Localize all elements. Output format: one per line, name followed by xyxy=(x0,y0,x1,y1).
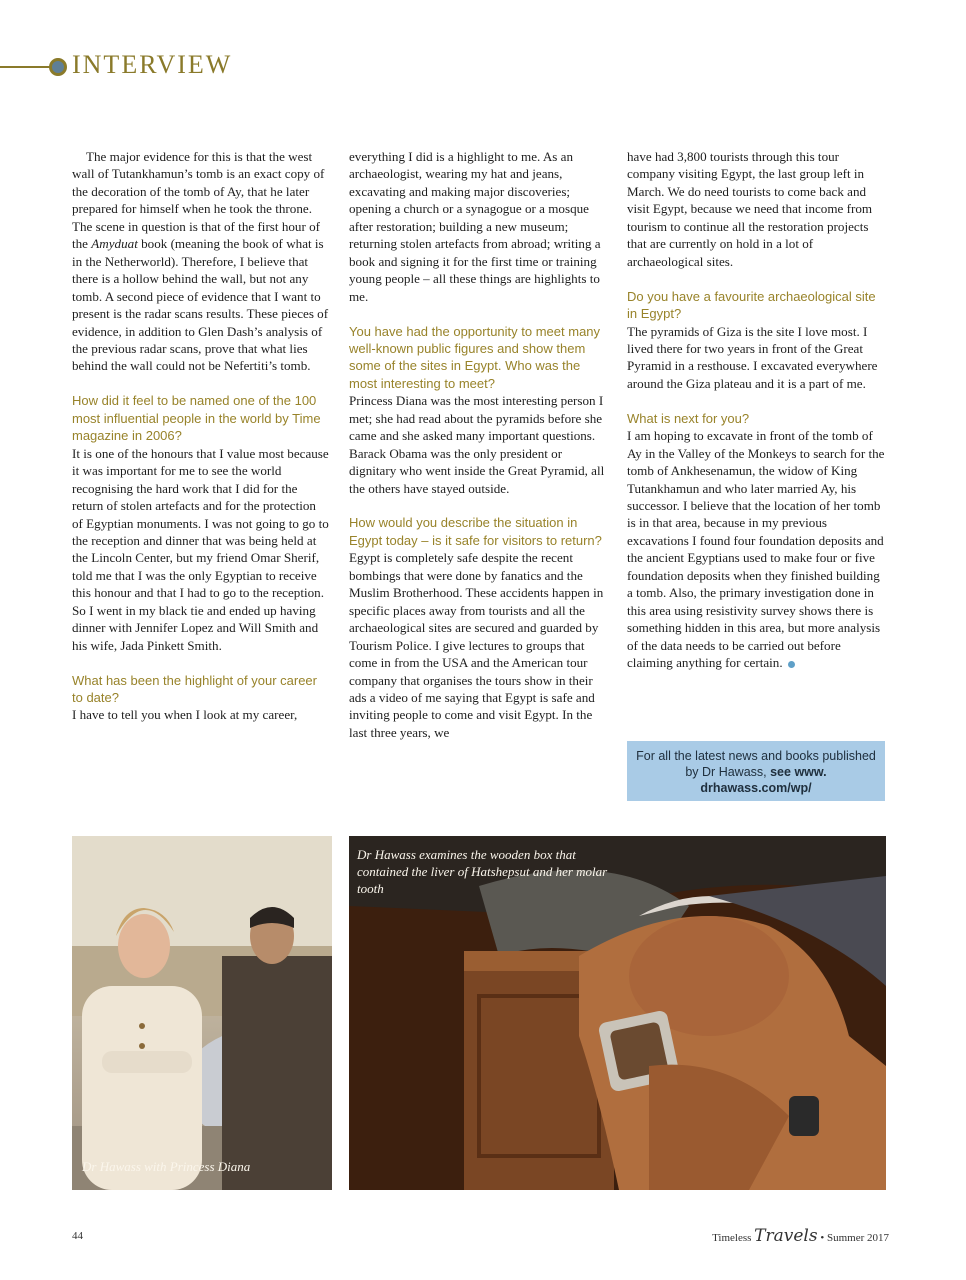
info-box-text: For all the latest news and books published by Dr Hawass, xyxy=(636,749,876,779)
question-egypt-safety: How would you describe the situation in Egypt today – is it safe for visitors to return? xyxy=(349,515,602,548)
article-column-2 xyxy=(349,148,607,741)
info-box xyxy=(627,741,885,801)
book-title: Amyduat xyxy=(91,236,138,252)
article-column-1 xyxy=(72,148,330,724)
paragraph-text: book (meaning the book of what is in the Netherworld). Therefore, I believe that there is a hollow behind the wall, but not any tomb. A second piece of evidence that I want to present is the radar scans results. These pieces of evidence, in addition to Glen Dash’s analysis of the previous radar scans, prove that what lies behind the wall could not be Nefertiti’s tomb. xyxy=(72,236,329,374)
paragraph-text: I am hoping to excavate in front of the tomb of Ay in the Valley of the Monkeys to search for the tomb of Ankhesenamun, the widow of King Tutankhamun and who later married Ay, his successor. I believe that the location of her tomb is in that area, because in my previous excavations I found four foundation deposits and the ancient Egyptians used to make four or five foundation deposits when they finished building a tomb. Also, the primary investigation done in this area using resistivity survey shows there is something hidden in this area, but more analysis of the data needs to be carried out before claiming anything for certain. xyxy=(627,428,885,671)
end-of-article-icon xyxy=(788,661,795,668)
magazine-footer xyxy=(712,1226,889,1246)
header-rule xyxy=(0,66,50,68)
answer-next xyxy=(627,427,885,671)
answer-time-magazine: It is one of the honours that I value most because it was important for me to see the world recognising the hard work that I did for the return of stolen artefacts and for the protection of Egyptian monuments. I was not going to go to the reception and dinner that was being held at the Lincoln Center, but my friend Omar Sherif, told me that I was the only Egyptian to receive this honour and that I had to go to the reception. So I went in my black tie and ended up having dinner with Jennifer Lopez and Will Smith and his wife, Jada Pinkett Smith. xyxy=(72,445,329,653)
section-label: INTERVIEW xyxy=(72,50,233,79)
photo-wooden-box xyxy=(349,836,886,1190)
paragraph-evidence xyxy=(72,148,330,375)
magazine-logo-script: Travels xyxy=(754,1226,818,1246)
photo-diana-illustration xyxy=(72,836,332,1190)
question-favourite-site: Do you have a favourite archaeological site in Egypt? xyxy=(627,288,876,322)
photo-caption-diana: Dr Hawass with Princess Diana xyxy=(82,1159,251,1174)
answer-egypt-safety-cont: have had 3,800 tourists through this tour company visiting Egypt, the last group left in March. We do need tourists to come back and visit Egypt, because we need that income from tourism to continue all the restoration projects that are currently on hold in a lot of archaeological sites. xyxy=(627,149,873,269)
header-bullet-icon xyxy=(49,58,67,76)
page-number: 44 xyxy=(72,1230,83,1242)
question-public-figures: You have had the opportunity to meet many well-known public figures and show them some of the sites in Egypt. Who was the most interesting to meet? xyxy=(349,323,601,391)
issue-date: • Summer 2017 xyxy=(820,1232,889,1244)
article-column-3 xyxy=(627,148,885,672)
photo-caption-box: Dr Hawass examines the wooden box that contained the liver of Hatshepsut and her molar tooth xyxy=(357,847,608,896)
website-link[interactable]: see www. drhawass.com/wp/ xyxy=(700,765,827,795)
answer-career-highlight-cont: everything I did is a highlight to me. As an archaeologist, wearing my hat and jeans, excavating and making major discoveries; opening a church or a synagogue or a mosque after restoration; building a new museum; returning stolen artefacts from abroad; writing a book and signing it for the first time or training young people – all these things are highlights to me. xyxy=(349,149,601,304)
answer-favourite-site: The pyramids of Giza is the site I love most. I lived there for two years in front of the Great Pyramid in a resthouse. I excavated everywhere around the Giza plateau and it is a part of me. xyxy=(627,323,878,391)
question-next: What is next for you? xyxy=(627,410,750,426)
question-career-highlight: What has been the highlight of your career to date? xyxy=(72,672,317,706)
photo-princess-diana xyxy=(72,836,332,1190)
paragraph-text: The major evidence for this is that the west wall of Tutankhamun’s tomb is an exact copy of the decoration of the tomb of Ay, that he later prepared for himself when he took the throne. The scene in question is that of the first hour of the xyxy=(72,149,325,252)
question-time-magazine: How did it feel to be named one of the 100 most influential people in the world by Time magazine in 2006? xyxy=(72,393,321,444)
magazine-name-prefix: Timeless xyxy=(712,1232,752,1244)
answer-egypt-safety: Egypt is completely safe despite the recent bombings that were done by fanatics and the Muslim Brotherhood. These accidents happen in specific places away from tourists and all the archaeological sites are secured and guarded by Tourism Police. I give lectures to groups that come in from the USA and the American tour company that organises the tours show in their ads a video of me saying that Egypt is safe and inviting people to come and visit Egypt. In the last three years, we xyxy=(349,550,604,740)
answer-career-highlight-start: I have to tell you when I look at my career, xyxy=(72,707,298,723)
answer-public-figures: Princess Diana was the most interesting person I met; she had read about the pyramids before she came and she asked many important questions. Barack Obama was the only president or dignitary who went inside the Great Pyramid, all the others have stayed outside. xyxy=(349,393,605,496)
